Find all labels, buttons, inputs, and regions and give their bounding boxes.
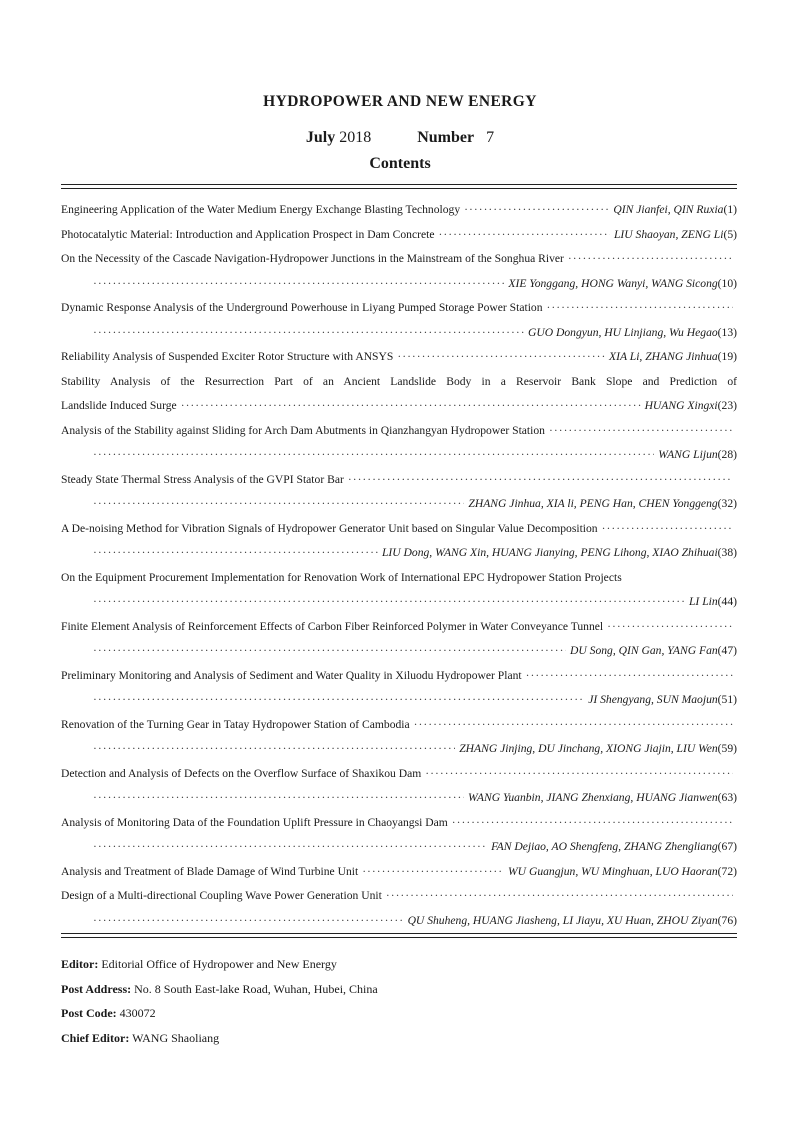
issue-month: July: [305, 129, 336, 146]
toc-entry[interactable]: Renovation of the Turning Gear in Tatay Hydropower Station of Cambodia ·····: [61, 713, 737, 738]
toc-entry-continuation: ····· ZHANG Jinhua, XIA li, PENG Han, CHEN Yonggeng(32): [61, 492, 737, 517]
toc-entry-continuation: ····· DU Song, QIN Gan, YANG Fan(47): [61, 639, 737, 664]
masthead-info: [61, 952, 378, 1050]
toc-entry[interactable]: Engineering Application of the Water Medium Energy Exchange Blasting Technology ····· QIN Jianfei, QIN Ruxia(1): [61, 198, 737, 223]
contents-heading: Contents: [369, 155, 431, 172]
toc-entry[interactable]: Reliability Analysis of Suspended Exciter Rotor Structure with ANSYS ····· XIA Li, ZHANG Jinhua(19): [61, 345, 737, 370]
top-divider: [61, 184, 737, 189]
toc-entry[interactable]: Analysis of Monitoring Data of the Foundation Uplift Pressure in Chaoyangsi Dam ·····: [61, 811, 737, 836]
toc-entry[interactable]: Steady State Thermal Stress Analysis of the GVPI Stator Bar ·····: [61, 468, 737, 493]
toc-entry[interactable]: Dynamic Response Analysis of the Underground Powerhouse in Liyang Pumped Storage Power Station ·····: [61, 296, 737, 321]
toc-entry[interactable]: Design of a Multi-directional Coupling Wave Power Generation Unit ·····: [61, 884, 737, 909]
toc-entry-continuation: ····· LI Lin(44): [61, 590, 737, 615]
issue-year: 2018: [339, 129, 372, 146]
post-code-row: Post Code: 430072: [61, 1006, 156, 1020]
bottom-divider: [61, 933, 737, 938]
toc-entry[interactable]: Stability Analysis of the Resurrection Part of an Ancient Landslide Body in a Reservoir Bank Slope and Prediction of: [61, 374, 737, 388]
issue-number-label: Number: [417, 129, 475, 146]
toc-entry-continuation: ····· XIE Yonggang, HONG Wanyi, WANG Sicong(10): [61, 272, 737, 297]
toc-entry[interactable]: Preliminary Monitoring and Analysis of Sediment and Water Quality in Xiluodu Hydropower Plant ·····: [61, 664, 737, 689]
toc-entry[interactable]: On the Necessity of the Cascade Navigation-Hydropower Junctions in the Mainstream of the Songhua River ·····: [61, 247, 737, 272]
toc-entry-continuation: ····· FAN Dejiao, AO Shengfeng, ZHANG Zhengliang(67): [61, 835, 737, 860]
toc-entry-continuation: ····· JI Shengyang, SUN Maojun(51): [61, 688, 737, 713]
toc-entry[interactable]: Analysis and Treatment of Blade Damage of Wind Turbine Unit ····· WU Guangjun, WU Minghuan, LUO Haoran(72): [61, 860, 737, 885]
toc-entry-continuation: ····· LIU Dong, WANG Xin, HUANG Jianying, PENG Lihong, XIAO Zhihuai(38): [61, 541, 737, 566]
toc-list: [61, 198, 737, 933]
toc-entry-continuation: ····· QU Shuheng, HUANG Jiasheng, LI Jiayu, XU Huan, ZHOU Ziyan(76): [61, 909, 737, 934]
editor-row: Editor: Editorial Office of Hydropower and New Energy: [61, 957, 337, 971]
toc-entry[interactable]: Analysis of the Stability against Sliding for Arch Dam Abutments in Qianzhangyan Hydropower Station ·····: [61, 419, 737, 444]
toc-entry-continuation: ····· WANG Yuanbin, JIANG Zhenxiang, HUANG Jianwen(63): [61, 786, 737, 811]
toc-entry-continuation: Landslide Induced Surge ····· HUANG Xingxi(23): [61, 394, 737, 419]
issue-number: 7: [486, 129, 495, 146]
toc-entry[interactable]: Photocatalytic Material: Introduction and Application Prospect in Dam Concrete ····· LIU Shaoyan, ZENG Li(5): [61, 223, 737, 248]
toc-entry[interactable]: Finite Element Analysis of Reinforcement Effects of Carbon Fiber Reinforced Polymer in Water Conveyance Tunnel ·····: [61, 615, 737, 640]
toc-entry-continuation: ····· ZHANG Jinjing, DU Jinchang, XIONG Jiajin, LIU Wen(59): [61, 737, 737, 762]
post-address-row: Post Address: No. 8 South East-lake Road, Wuhan, Hubei, China: [61, 981, 378, 996]
journal-title: HYDROPOWER AND NEW ENERGY: [263, 93, 537, 110]
toc-entry-continuation: ····· GUO Dongyun, HU Linjiang, Wu Hegao(13): [61, 321, 737, 346]
toc-entry[interactable]: Detection and Analysis of Defects on the Overflow Surface of Shaxikou Dam ·····: [61, 762, 737, 787]
chief-editor-row: Chief Editor: WANG Shaoliang: [61, 1030, 220, 1045]
issue-line: [0, 129, 800, 147]
toc-entry[interactable]: A De-noising Method for Vibration Signals of Hydropower Generator Unit based on Singular Value Decomposition ·····: [61, 517, 737, 542]
toc-entry-continuation: ····· WANG Lijun(28): [61, 443, 737, 468]
toc-entry[interactable]: On the Equipment Procurement Implementation for Renovation Work of International EPC Hydropower Station Projects: [61, 570, 622, 584]
